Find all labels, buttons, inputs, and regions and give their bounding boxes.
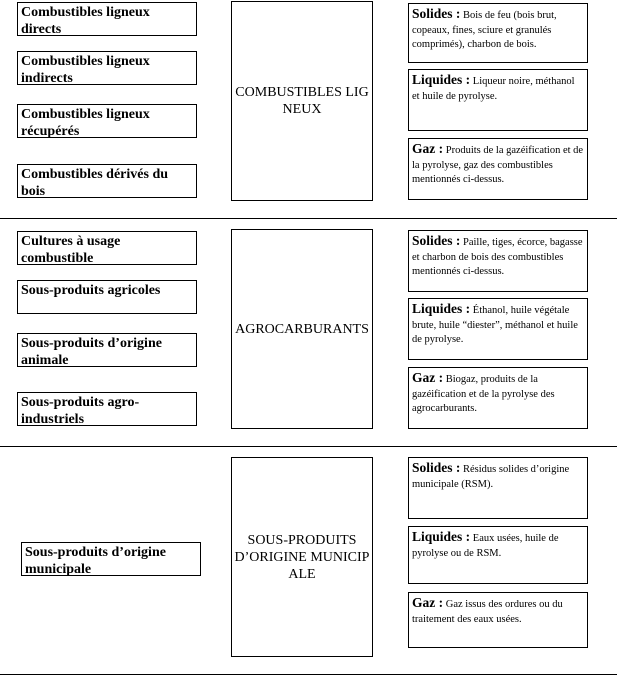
product-type-label: Liquides : (412, 72, 471, 87)
product-box-liquides (408, 69, 588, 131)
product-box-liquides (408, 298, 588, 360)
product-text: Résidus solides d’origine municipale (RSM). (412, 464, 570, 490)
product-text: Eaux usées, huile de pyrolyse ou de RSM. (412, 533, 559, 559)
source-box (17, 280, 197, 314)
source-box (17, 104, 197, 138)
product-type-label: Gaz : (412, 595, 444, 610)
product-box-solides (408, 457, 588, 519)
product-box-gaz (408, 138, 588, 200)
product-type-label: Solides : (412, 233, 461, 248)
product-box-gaz (408, 367, 588, 429)
source-label: Combustibles ligneux récupérés (21, 107, 150, 138)
product-box-gaz (408, 592, 588, 648)
source-box (17, 164, 197, 198)
product-text: Bois de feu (bois brut, copeaux, fines, sciure et granulés comprimés), charbon de bois. (412, 10, 557, 50)
source-label: Combustibles dérivés du bois (21, 167, 169, 198)
source-box (17, 51, 197, 85)
source-label: Sous-produits d’origine animale (21, 336, 162, 367)
product-type-label: Liquides : (412, 529, 471, 544)
category-box (231, 1, 373, 201)
source-box (17, 231, 197, 265)
product-text: Éthanol, huile végétale brute, huile “diester”, méthanol et huile de pyrolyse. (412, 305, 578, 345)
product-box-solides (408, 3, 588, 63)
product-type-label: Solides : (412, 460, 461, 475)
source-label: Cultures à usage combustible (21, 234, 121, 265)
section-divider (0, 446, 617, 447)
section-divider (0, 674, 617, 675)
source-box (17, 333, 197, 367)
product-type-label: Gaz : (412, 370, 444, 385)
source-label: Combustibles ligneux indirects (21, 54, 150, 85)
section-divider (0, 218, 617, 219)
product-text: Liqueur noire, méthanol et huile de pyrolyse. (412, 76, 575, 102)
source-box (21, 542, 201, 576)
source-label: Sous-produits agricoles (21, 283, 161, 298)
product-text: Paille, tiges, écorce, bagasse et charbon de bois des combustibles mentionnés ci-dessus. (412, 237, 583, 277)
category-label: SOUS-PRODUITS D’ORIGINE MUNICIPALE (234, 532, 370, 582)
category-label: COMBUSTIBLES LIGNEUX (235, 85, 369, 117)
source-box (17, 2, 197, 36)
product-box-liquides (408, 526, 588, 584)
product-type-label: Solides : (412, 6, 461, 21)
product-type-label: Liquides : (412, 301, 471, 316)
product-text: Gaz issus des ordures ou du traitement des eaux usées. (412, 599, 563, 625)
source-label: Combustibles ligneux directs (21, 5, 150, 36)
source-label: Sous-produits d’origine municipale (25, 545, 166, 576)
product-type-label: Gaz : (412, 141, 444, 156)
category-box (231, 229, 373, 429)
source-box (17, 392, 197, 426)
source-label: Sous-produits agro-industriels (21, 395, 140, 426)
product-text: Biogaz, produits de la gazéification et de la pyrolyse des agrocarburants. (412, 374, 555, 414)
product-text: Produits de la gazéification et de la pyrolyse, gaz des combustibles mentionnés ci-dessus. (412, 145, 584, 185)
category-label: AGROCARBURANTS (235, 321, 369, 337)
category-box (231, 457, 373, 657)
product-box-solides (408, 230, 588, 292)
